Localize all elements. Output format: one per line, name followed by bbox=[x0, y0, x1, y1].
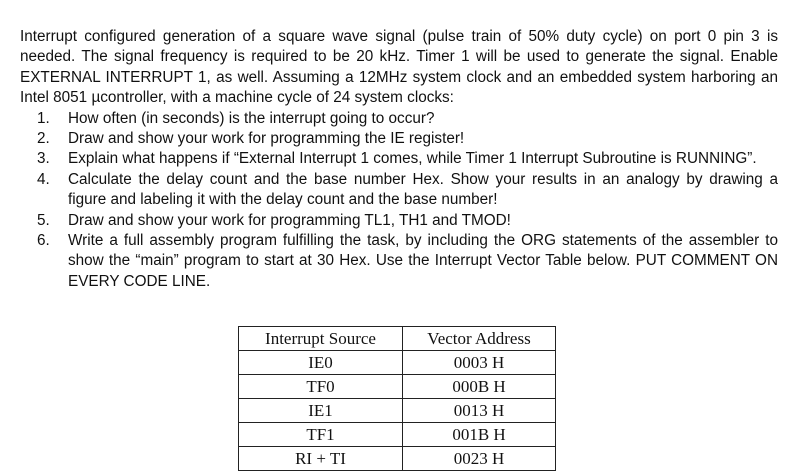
interrupt-source-cell: RI + TI bbox=[239, 447, 403, 471]
interrupt-source-cell: IE1 bbox=[239, 399, 403, 423]
question-list bbox=[20, 109, 778, 293]
vector-address-cell: 001B H bbox=[403, 423, 556, 447]
question-item bbox=[20, 109, 778, 129]
intro-paragraph: Interrupt configured generation of a square wave signal (pulse train of 50% duty cycle) on port 0 pin 3 is needed. The signal frequency is required to be 20 kHz. Timer 1 will be used to generate the signal. Enable EXTERNAL INTERRUPT 1, as well. Assuming a 12MHz system clock and an embedded system harboring an Intel 8051 µcontroller, with a machine cycle of 24 system clocks: bbox=[20, 28, 778, 107]
question-number: 2. bbox=[37, 130, 50, 148]
column-header-source: Interrupt Source bbox=[239, 327, 403, 351]
question-text: Write a full assembly program fulfilling the task, by including the ORG statements of the assembler to show the “main” program to start at 30 Hex. Use the Interrupt Vector Table below. PUT COMMENT ON EVERY CODE LINE. bbox=[68, 232, 778, 290]
question-text: Draw and show your work for programming the IE register! bbox=[68, 130, 465, 148]
vector-address-cell: 0023 H bbox=[403, 447, 556, 471]
question-number: 6. bbox=[37, 232, 50, 250]
column-header-address: Vector Address bbox=[403, 327, 556, 351]
question-item bbox=[20, 149, 778, 169]
interrupt-vector-table bbox=[238, 326, 556, 471]
interrupt-source-cell: IE0 bbox=[239, 351, 403, 375]
question-item bbox=[20, 129, 778, 149]
question-number: 3. bbox=[37, 150, 50, 168]
table-row bbox=[239, 375, 556, 399]
interrupt-source-cell: TF1 bbox=[239, 423, 403, 447]
question-number: 4. bbox=[37, 170, 50, 188]
problem-statement bbox=[20, 27, 778, 292]
vector-address-cell: 0003 H bbox=[403, 351, 556, 375]
question-text: Explain what happens if “External Interrupt 1 comes, while Timer 1 Interrupt Subroutine is RUNNING”. bbox=[68, 150, 757, 168]
vector-address-cell: 0013 H bbox=[403, 399, 556, 423]
vector-address-cell: 000B H bbox=[403, 375, 556, 399]
table-row bbox=[239, 447, 556, 471]
interrupt-source-cell: TF0 bbox=[239, 375, 403, 399]
question-number: 1. bbox=[37, 109, 50, 127]
question-number: 5. bbox=[37, 211, 50, 229]
question-text: How often (in seconds) is the interrupt going to occur? bbox=[68, 109, 435, 127]
table-row bbox=[239, 399, 556, 423]
question-item bbox=[20, 170, 778, 211]
question-item bbox=[20, 231, 778, 292]
vector-table-container bbox=[238, 326, 556, 471]
table-header-row bbox=[239, 327, 556, 351]
table-row bbox=[239, 351, 556, 375]
question-item bbox=[20, 211, 778, 231]
table-row bbox=[239, 423, 556, 447]
question-text: Calculate the delay count and the base number Hex. Show your results in an analogy by drawing a figure and labeling it with the delay count and the base number! bbox=[68, 170, 778, 209]
question-text: Draw and show your work for programming TL1, TH1 and TMOD! bbox=[68, 211, 511, 229]
